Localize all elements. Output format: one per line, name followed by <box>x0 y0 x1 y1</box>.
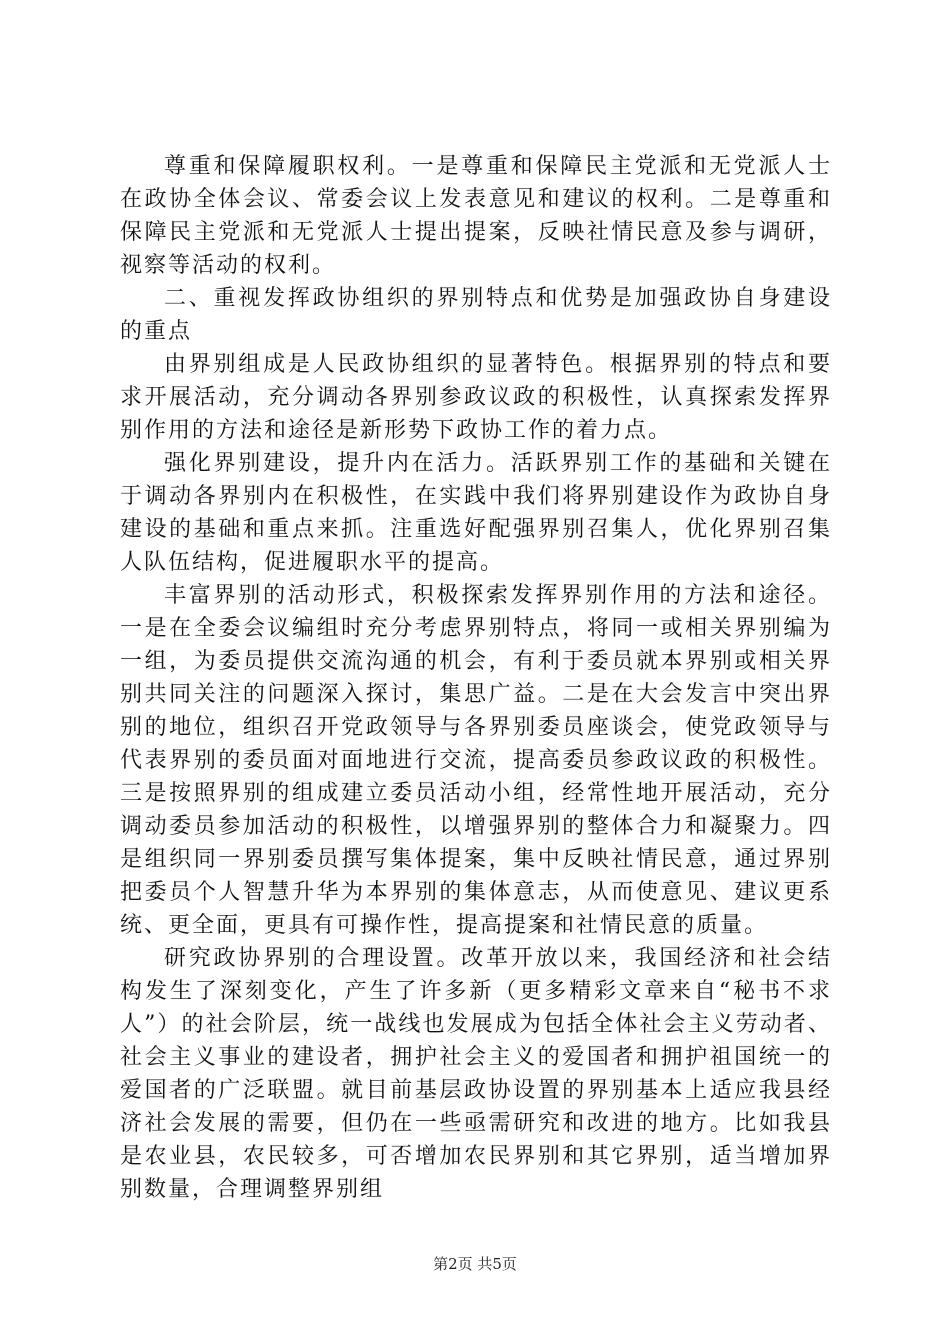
paragraph-sector-intro: 由界别组成是人民政协组织的显著特色。根据界别的特点和要求开展活动，充分调动各界别参政议政的积极性，认真探索发挥界别作用的方法和途径是新形势下政协工作的着力点。 <box>120 352 832 443</box>
paragraph-sector-building: 强化界别建设，提升内在活力。活跃界别工作的基础和关键在于调动各界别内在积极性，在实践中我们将界别建设作为政协自身建设的基础和重点来抓。注重选好配强界别召集人，优化界别召集人队伍结构，促进履职水平的提高。 <box>120 451 832 575</box>
page-footer: 第2页 共5页 <box>433 1255 517 1273</box>
section-heading-two: 二、重视发挥政协组织的界别特点和优势是加强政协自身建设的重点 <box>120 286 832 344</box>
document-body <box>120 150 832 1206</box>
paragraph-sector-setup: 研究政协界别的合理设置。改革开放以来，我国经济和社会结构发生了深刻变化，产生了许多新（更多精彩文章来自“秘书不求人”）的社会阶层，统一战线也发展成为包括全体社会主义劳动者、社会主义事业的建设者，拥护社会主义的爱国者和拥护祖国统一的爱国者的广泛联盟。就目前基层政协设置的界别基本上适应我县经济社会发展的需要，但仍在一些亟需研究和改进的地方。比如我县是农业县，农民较多，可否增加农民界别和其它界别，适当增加界别数量，合理调整界别组 <box>120 946 832 1202</box>
paragraph-rights: 尊重和保障履职权利。一是尊重和保障民主党派和无党派人士在政协全体会议、常委会议上发表意见和建议的权利。二是尊重和保障民主党派和无党派人士提出提案，反映社情民意及参与调研，视察等活动的权利。 <box>120 154 832 278</box>
paragraph-sector-activities: 丰富界别的活动形式，积极探索发挥界别作用的方法和途径。一是在全委会议编组时充分考虑界别特点，将同一或相关界别编为一组，为委员提供交流沟通的机会，有利于委员就本界别或相关界别共同关注的问题深入探讨，集思广益。二是在大会发言中突出界别的地位，组织召开党政领导与各界别委员座谈会，使党政领导与代表界别的委员面对面地进行交流，提高委员参政议政的积极性。三是按照界别的组成建立委员活动小组，经常性地开展活动，充分调动委员参加活动的积极性，以增强界别的整体合力和凝聚力。四是组织同一界别委员撰写集体提案，集中反映社情民意，通过界别把委员个人智慧升华为本界别的集体意志，从而使意见、建议更系统、更全面，更具有可操作性，提高提案和社情民意的质量。 <box>120 583 832 938</box>
